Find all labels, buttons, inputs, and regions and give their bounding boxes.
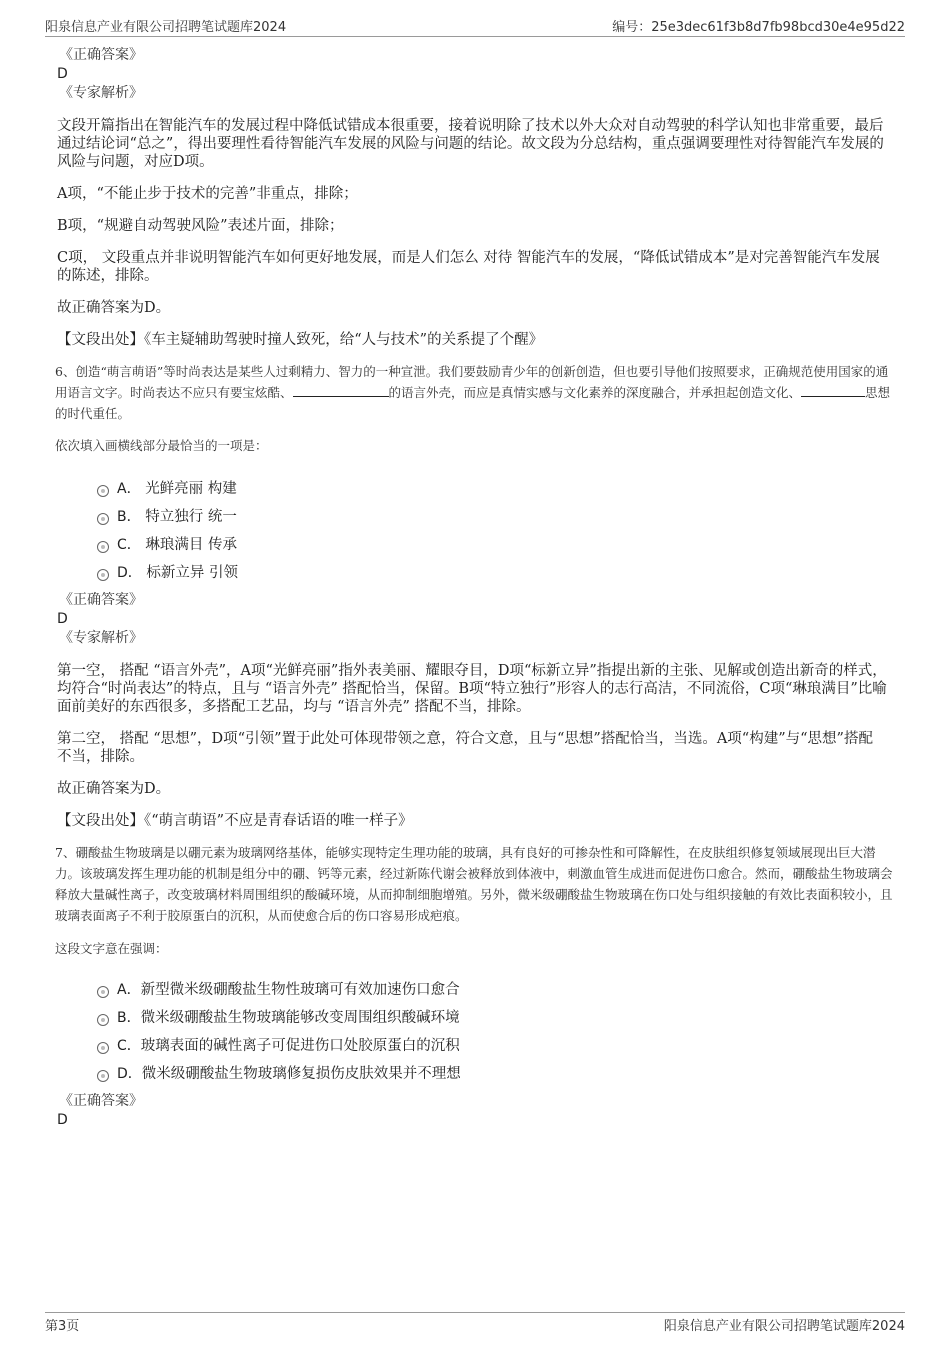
q7-options (97, 976, 895, 1088)
answer-label: 《正确答案》 (59, 1093, 143, 1109)
footer-title: 阳泉信息产业有限公司招聘笔试题库2024 (663, 1319, 905, 1334)
q5-analysis-p5: 故正确答案为D。 (57, 300, 171, 316)
header-title: 阳泉信息产业有限公司招聘笔试题库2024 (45, 20, 287, 35)
q5-source: 【文段出处】《车主疑辅助驾驶时撞人致死，给“人与技术”的关系提了个醒》 (57, 332, 544, 348)
q7-option-d[interactable]: D．微米级硼酸盐生物玻璃修复损伤皮肤效果并不理想 (97, 1060, 895, 1088)
q6-option-d[interactable]: D． 标新立异 引领 (97, 559, 895, 587)
q6-analysis-p2: 第二空， 搭配 “思想”，D项“引领”置于此处可体现带领之意，符合文意，且与“思想”搭配恰当，当选。A项“构建”与“思想”搭配不当，排除。 (57, 731, 873, 765)
q6-stem-part3: 思想的时代重任。 (55, 385, 891, 421)
page-number: 第3页 (45, 1319, 80, 1334)
radio-icon[interactable] (97, 1070, 109, 1082)
answer-label: 《正确答案》 (59, 47, 143, 63)
q6-answer: D (57, 611, 68, 627)
radio-icon[interactable] (97, 986, 109, 998)
q7-option-a[interactable]: A．新型微米级硼酸盐生物性玻璃可有效加速伤口愈合 (97, 976, 895, 1004)
q7-prompt: 这段文字意在强调： (55, 941, 168, 956)
q5-analysis-p2: A项，“不能止步于技术的完善”非重点，排除； (57, 186, 358, 202)
analysis-label: 《专家解析》 (59, 85, 143, 101)
radio-icon[interactable] (97, 569, 109, 581)
q6-stem-part1: 6、创造“萌言萌语”等时尚表达是某些人过剩精力、智力的一种宣泄。我们要鼓励青少年的创新创造，但也要引导他们按照要求，正确规范使用国家的通用语言文字。时尚表达不应只有要宝炫酷、 (55, 364, 889, 400)
answer-label: 《正确答案》 (59, 592, 143, 608)
page-content (55, 46, 895, 1130)
q6-option-a[interactable]: A． 光鲜亮丽 构建 (97, 475, 895, 503)
q7-option-c[interactable]: C．玻璃表面的碱性离子可促进伤口处胶原蛋白的沉积 (97, 1032, 895, 1060)
q6-stem-part2: 的语言外壳，而应是真情实感与文化素养的深度融合，并承担起创造文化、 (388, 385, 802, 400)
q7-stem: 7、硼酸盐生物玻璃是以硼元素为玻璃网络基体，能够实现特定生理功能的玻璃，具有良好的可掺杂性和可降解性，在皮肤组织修复领域展现出巨大潜力。该玻璃发挥生理功能的机制是组分中的硼、钙等元素，经过新陈代谢会被释放到体液中，刺激血管生成进而促进伤口愈合。然而，硼酸盐生物玻璃会释放大量碱性离子，改变玻璃材料周围组织的酸碱环境，从而抑制细胞增殖。另外，微米级硼酸盐生物玻璃在伤口处与组织接触的有效比表面积较小，且玻璃表面离子不利于胶原蛋白的沉积，从而使愈合后的伤口容易形成疤痕。 (55, 845, 893, 923)
q6-option-c[interactable]: C． 琳琅满目 传承 (97, 531, 895, 559)
q6-option-b[interactable]: B． 特立独行 统一 (97, 503, 895, 531)
page-footer (45, 1312, 905, 1335)
q6-source: 【文段出处】《“萌言萌语”不应是青春话语的唯一样子》 (57, 813, 413, 829)
radio-icon[interactable] (97, 485, 109, 497)
q5-analysis-p4: C项， 文段重点并非说明智能汽车如何更好地发展，而是人们怎么 对待 智能汽车的发展，“降低试错成本”是对完善智能汽车发展的陈述，排除。 (57, 250, 880, 284)
document-id: 编号：25e3dec61f3b8d7fb98bcd30e4e95d22 (612, 20, 905, 35)
q7-answer: D (57, 1112, 68, 1128)
radio-icon[interactable] (97, 1042, 109, 1054)
q6-analysis-p1: 第一空， 搭配 “语言外壳”，A项“光鲜亮丽”指外表美丽、耀眼夺目，D项“标新立异”指提出新的主张、见解或创造出新奇的样式，均符合“时尚表达”的特点，且与 “语言外壳” 搭配恰当，保留。B项“特立独行”形容人的志行高洁，不同流俗，C项“琳琅满目”比喻面前美好的东西很多，多搭配工艺品，均与 “语言外壳” 搭配不当，排除。 (57, 663, 887, 715)
radio-icon[interactable] (97, 1014, 109, 1026)
q6-options (97, 475, 895, 587)
q7-option-b[interactable]: B．微米级硼酸盐生物玻璃能够改变周围组织酸碱环境 (97, 1004, 895, 1032)
q6-stem (55, 361, 900, 424)
q6-prompt: 依次填入画横线部分最恰当的一项是： (55, 438, 268, 453)
q5-answer: D (57, 66, 68, 82)
radio-icon[interactable] (97, 513, 109, 525)
q5-analysis-p3: B项，“规避自动驾驶风险”表述片面，排除； (57, 218, 344, 234)
radio-icon[interactable] (97, 541, 109, 553)
page-header (45, 14, 905, 37)
analysis-label: 《专家解析》 (59, 630, 143, 646)
q6-analysis-p3: 故正确答案为D。 (57, 781, 171, 797)
q6-blank-1 (293, 384, 389, 397)
q5-analysis-p1: 文段开篇指出在智能汽车的发展过程中降低试错成本很重要，接着说明除了技术以外大众对自动驾驶的科学认知也非常重要，最后通过结论词“总之”，得出要理性看待智能汽车发展的风险与问题的结论。故文段为分总结构，重点强调要理性对待智能汽车发展的风险与问题，对应D项。 (57, 118, 884, 170)
q6-blank-2 (801, 384, 865, 397)
